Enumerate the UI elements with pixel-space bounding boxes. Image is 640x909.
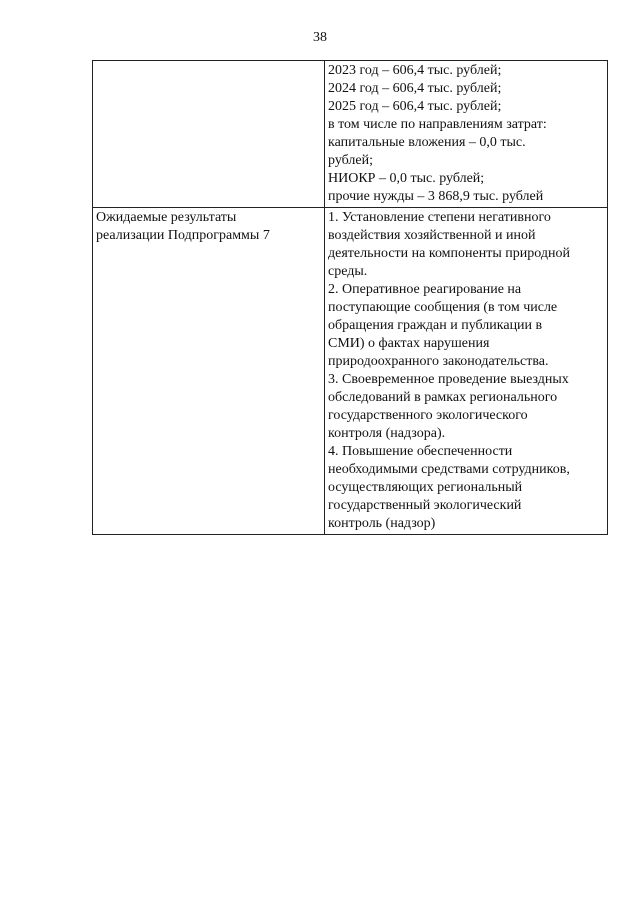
text-line: деятельности на компоненты природной	[328, 246, 570, 261]
text-line: реализации Подпрограммы 7	[96, 228, 270, 243]
text-line: воздействия хозяйственной и иной	[328, 228, 536, 243]
text-line: контроля (надзора).	[328, 426, 446, 441]
text-line: обследований в рамках регионального	[328, 390, 558, 405]
text-line: среды.	[328, 264, 368, 279]
text-line: природоохранного законодательства.	[328, 354, 549, 369]
text-line: 4. Повышение обеспеченности	[328, 444, 513, 459]
text-line: рублей;	[328, 153, 373, 168]
text-line: прочие нужды – 3 868,9 тыс. рублей	[328, 189, 544, 204]
table-row	[93, 208, 608, 535]
page-number: 38	[313, 30, 327, 45]
text-line: государственный экологический	[328, 498, 522, 513]
text-line: СМИ) о фактах нарушения	[328, 336, 490, 351]
table-row	[93, 61, 608, 208]
text-line: 3. Своевременное проведение выездных	[328, 372, 569, 387]
text-line: капитальные вложения – 0,0 тыс.	[328, 135, 526, 150]
text-line: НИОКР – 0,0 тыс. рублей;	[328, 171, 485, 186]
text-line: осуществляющих региональный	[328, 480, 523, 495]
document-table	[92, 60, 608, 535]
text-line: 2025 год – 606,4 тыс. рублей;	[328, 99, 502, 114]
text-line: необходимыми средствами сотрудников,	[328, 462, 570, 477]
table-cell-empty	[93, 61, 325, 208]
text-line: 2024 год – 606,4 тыс. рублей;	[328, 81, 502, 96]
text-line: 2. Оперативное реагирование на	[328, 282, 522, 297]
text-line: в том числе по направлениям затрат:	[328, 117, 547, 132]
text-line: 2023 год – 606,4 тыс. рублей;	[328, 63, 502, 78]
text-line: обращения граждан и публикации в	[328, 318, 543, 333]
text-line: контроль (надзор)	[328, 516, 436, 531]
text-line: поступающие сообщения (в том числе	[328, 300, 558, 315]
text-line: Ожидаемые результаты	[96, 210, 237, 225]
expected-results-cell	[325, 208, 608, 535]
text-line: 1. Установление степени негативного	[328, 210, 551, 225]
financing-cell	[325, 61, 608, 208]
text-line: государственного экологического	[328, 408, 528, 423]
expected-results-label-cell	[93, 208, 325, 535]
